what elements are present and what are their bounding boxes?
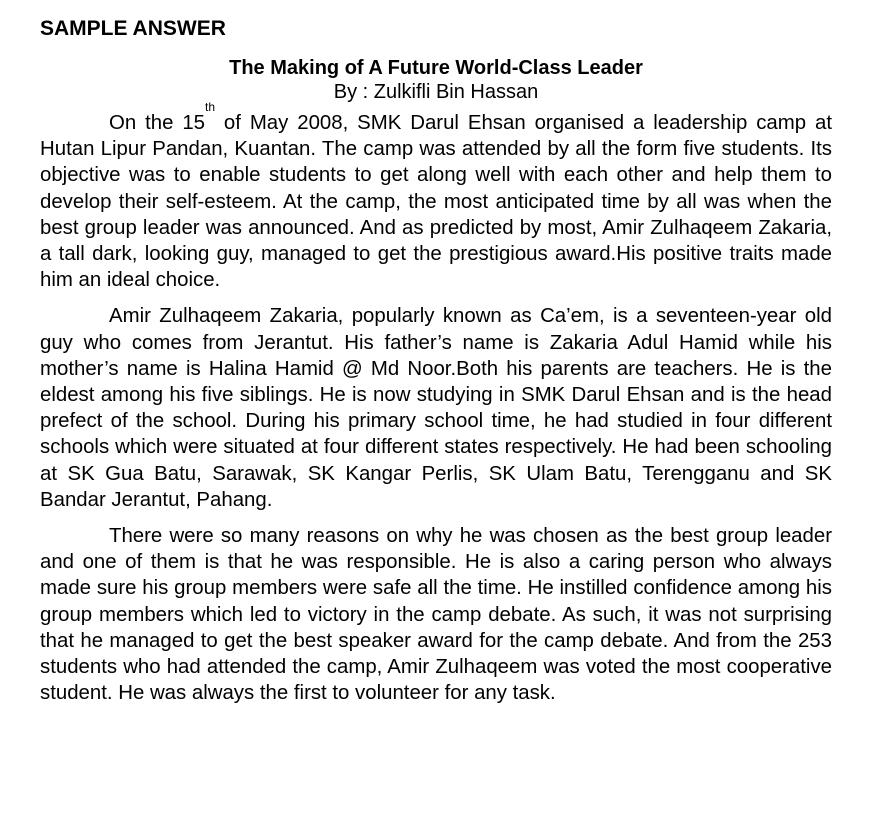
essay-paragraph-1 [40,100,832,293]
ordinal-suffix: th [205,100,216,114]
essay-paragraph-3: There were so many reasons on why he was chosen as the best group leader and one of them is that he was responsible. He is also a caring person who always made sure his group members were safe all the time. He instilled confidence among his group members which led to victory in the camp debate. As such, it was not surprising that he managed to get the best speaker award for the camp debate. And from the 253 students who had attended the camp, Amir Zulhaqeem was voted the most cooperative student. He was always the first to volunteer for any task. [40,525,832,705]
essay-paragraph-2: Amir Zulhaqeem Zakaria, popularly known as Ca’em, is a seventeen-year old guy who comes from Jerantut. His father’s name is Zakaria Adul Hamid while his mother’s name is Halina Hamid @ Md Noor.Both his parents are teachers. He is the eldest among his five siblings. He is now studying in SMK Darul Ehsan and is the head prefect of the school. During his primary school time, he had studied in four different schools which were situated at four different states respectively. He had been schooling at SK Gua Batu, Sarawak, SK Kangar Perlis, SK Ulam Batu, Terengganu and SK Bandar Jerantut, Pahang. [40,305,832,511]
paragraph-1-rest: of May 2008, SMK Darul Ehsan organised a leadership camp at Hutan Lipur Pandan, Kuantan. The camp was attended by all the form five students. Its objective was to enable students to get along well with each other and help them to develop their self-esteem. At the camp, the most anticipated time by all was when the best group leader was announced. And as predicted by most, Amir Zulhaqeem Zakaria, a tall dark, looking guy, managed to get the prestigious award.His positive traits made him an ideal choice. [40,112,832,292]
essay-title: The Making of A Future World-Class Leader [229,57,643,79]
essay-byline: By : Zulkifli Bin Hassan [333,81,539,103]
document-page [40,14,832,716]
sample-answer-label: SAMPLE ANSWER [40,17,226,40]
paragraph-1-lead: On the 15 [109,112,206,134]
